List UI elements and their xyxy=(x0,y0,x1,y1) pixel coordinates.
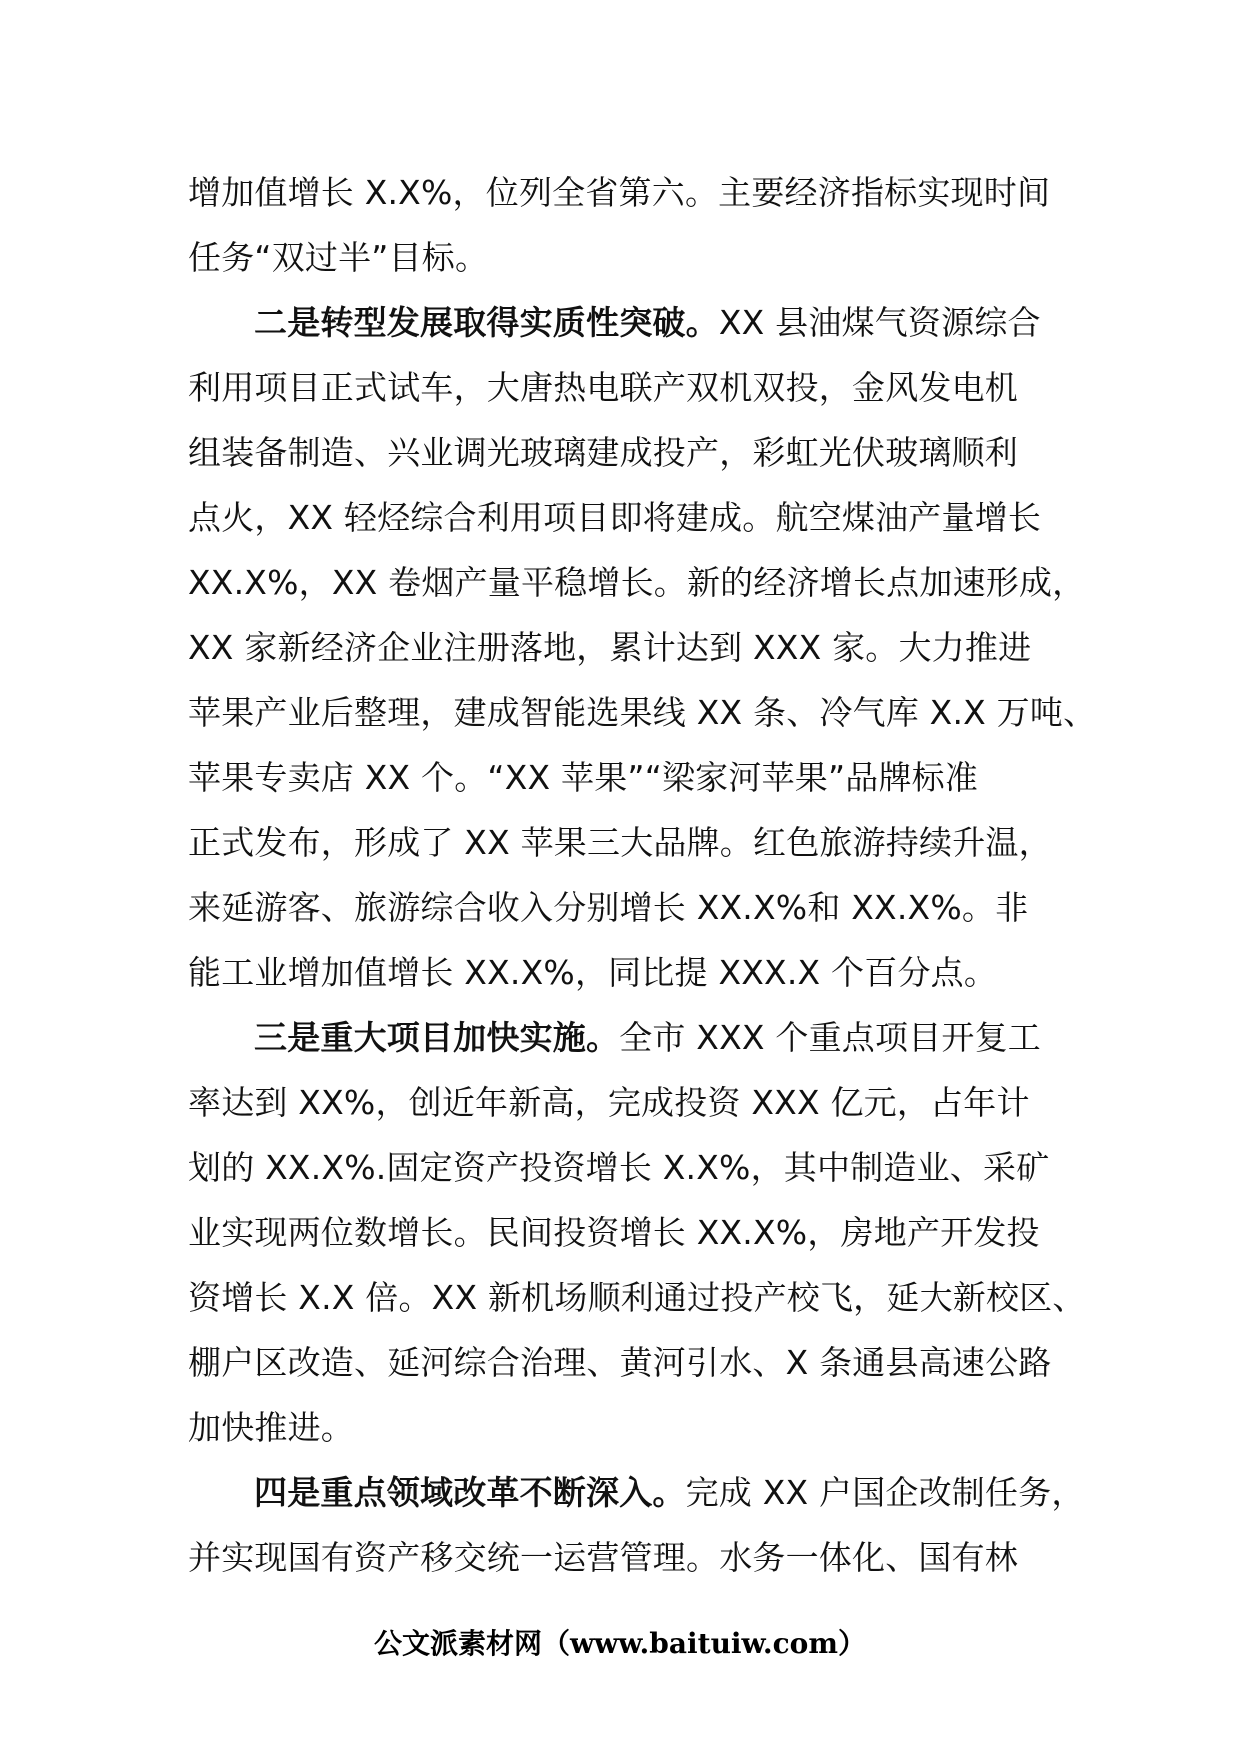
body-line: XX 家新经济企业注册落地，累计达到 XXX 家。大力推进 xyxy=(188,628,1032,667)
body-line: 能工业增加值增长 XX.X%，同比提 XXX.X 个百分点。 xyxy=(188,953,998,992)
body-text: 全市 XXX 个重点项目开复工 xyxy=(619,1018,1042,1057)
paragraph-heading-line xyxy=(188,1005,1088,1070)
body-line: 正式发布，形成了 XX 苹果三大品牌。红色旅游持续升温， xyxy=(188,823,1052,862)
body-line: 并实现国有资产移交统一运营管理。水务一体化、国有林 xyxy=(188,1538,1018,1577)
body-line: 苹果产业后整理，建成智能选果线 XX 条、冷气库 X.X 万吨、 xyxy=(188,693,1097,732)
body-line: XX.X%，XX 卷烟产量平稳增长。新的经济增长点加速形成， xyxy=(188,563,1086,602)
body-line: 棚户区改造、延河综合治理、黄河引水、X 条通县高速公路 xyxy=(188,1343,1052,1382)
body-line: 点火，XX 轻烃综合利用项目即将建成。航空煤油产量增长 xyxy=(188,498,1042,537)
body-line: 任务“双过半”目标。 xyxy=(188,238,489,277)
body-text: 完成 XX 户国企改制任务， xyxy=(685,1473,1085,1512)
body-line: 划的 XX.X%.固定资产投资增长 X.X%，其中制造业、采矿 xyxy=(188,1148,1050,1187)
body-line: 增加值增长 X.X%，位列全省第六。主要经济指标实现时间 xyxy=(188,173,1051,212)
body-line: 来延游客、旅游综合收入分别增长 XX.X%和 XX.X%。非 xyxy=(188,888,1029,927)
document-body xyxy=(188,160,1097,1590)
body-text: XX 县油煤气资源综合 xyxy=(718,303,1041,342)
body-line: 组装备制造、兴业调光玻璃建成投产，彩虹光伏玻璃顺利 xyxy=(188,433,1018,472)
paragraph-heading-line xyxy=(188,290,1088,355)
body-line: 加快推进。 xyxy=(188,1408,354,1447)
footer-watermark: 公文派素材网（www.baituiw.com） xyxy=(374,1627,866,1660)
body-line: 利用项目正式试车，大唐热电联产双机双投，金风发电机 xyxy=(188,368,1018,407)
body-line: 率达到 XX%，创近年新高，完成投资 XXX 亿元，占年计 xyxy=(188,1083,1030,1122)
body-line: 苹果专卖店 XX 个。“XX 苹果”“梁家河苹果”品牌标准 xyxy=(188,758,979,797)
paragraph-heading: 四是重点领域改革不断深入。 xyxy=(254,1473,686,1512)
paragraph-heading: 二是转型发展取得实质性突破。 xyxy=(254,303,719,342)
paragraph-heading-line xyxy=(188,1460,1088,1525)
paragraph-heading: 三是重大项目加快实施。 xyxy=(254,1018,620,1057)
body-line: 资增长 X.X 倍。XX 新机场顺利通过投产校飞，延大新校区、 xyxy=(188,1278,1086,1317)
body-line: 业实现两位数增长。民间投资增长 XX.X%，房地产开发投 xyxy=(188,1213,1040,1252)
